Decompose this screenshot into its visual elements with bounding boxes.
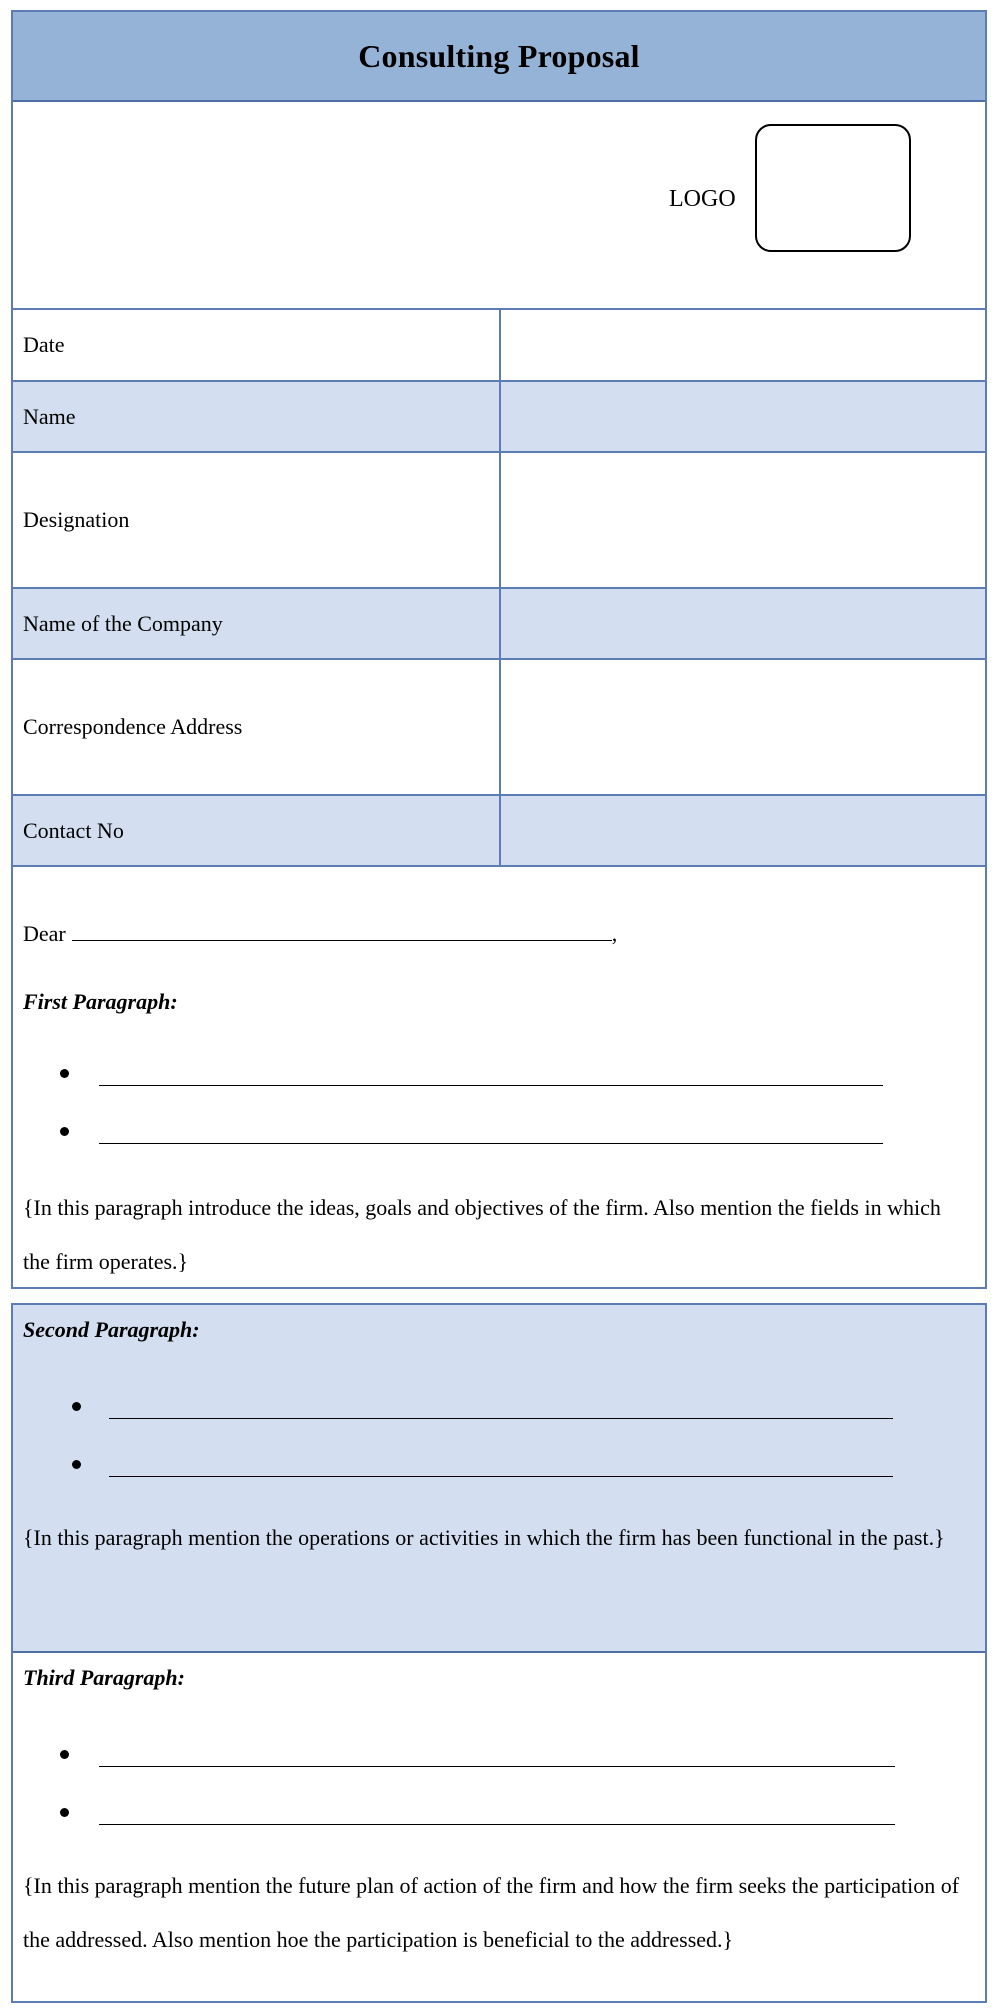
info-row-designation [13,453,985,589]
bullet-icon [60,1808,69,1817]
third-paragraph-heading: Third Paragraph: [23,1665,185,1690]
info-value-name[interactable] [501,382,985,451]
first-paragraph-blank-line[interactable] [99,1143,883,1144]
info-table [13,308,985,867]
info-value-company[interactable] [501,589,985,658]
second-paragraph-note: {In this paragraph mention the operations or activities in which the firm has been functional in the past.} [23,1525,945,1550]
info-row-address [13,660,985,796]
third-paragraph-note: {In this paragraph mention the future plan of action of the firm and how the firm seeks the participation of the addressed. Also mention hoe the participation is beneficial to the addressed.} [23,1873,960,1952]
third-paragraph-section [13,1653,985,2001]
bullet-icon [72,1402,81,1411]
info-row-company [13,589,985,660]
addressee-blank-line[interactable] [72,922,612,941]
info-label-address: Correspondence Address [13,660,501,794]
second-paragraph-heading: Second Paragraph: [23,1317,200,1342]
second-paragraph-blank-line[interactable] [109,1418,893,1419]
info-row-date [13,310,985,382]
proposal-page-1 [11,10,987,1289]
third-paragraph-blank-line[interactable] [99,1824,895,1825]
info-label-date: Date [13,310,501,380]
logo-area [13,102,985,308]
salutation-line [23,921,617,947]
proposal-page-2 [11,1303,987,2003]
info-value-address[interactable] [501,660,985,794]
info-label-name: Name [13,382,501,451]
info-row-name [13,382,985,453]
third-paragraph-blank-line[interactable] [99,1766,895,1767]
bullet-icon [72,1460,81,1469]
info-value-date[interactable] [501,310,985,380]
salutation-comma: , [611,921,618,946]
first-paragraph-blank-line[interactable] [99,1085,883,1086]
info-value-designation[interactable] [501,453,985,587]
second-paragraph-section [13,1305,985,1653]
info-label-contact: Contact No [13,796,501,865]
logo-label: LOGO [669,186,736,212]
bullet-icon [60,1127,69,1136]
info-label-company: Name of the Company [13,589,501,658]
info-row-contact [13,796,985,867]
document-title: Consulting Proposal [358,37,640,74]
bullet-icon [60,1069,69,1078]
info-label-designation: Designation [13,453,501,587]
info-value-contact[interactable] [501,796,985,865]
logo-placeholder-box [755,124,911,252]
bullet-icon [60,1750,69,1759]
first-paragraph-heading: First Paragraph: [23,989,178,1014]
title-bar [13,12,985,102]
second-paragraph-blank-line[interactable] [109,1476,893,1477]
first-paragraph-note: {In this paragraph introduce the ideas, goals and objectives of the firm. Also mention the fields in which the firm operates.} [23,1195,941,1274]
salutation-text: Dear [23,921,66,946]
